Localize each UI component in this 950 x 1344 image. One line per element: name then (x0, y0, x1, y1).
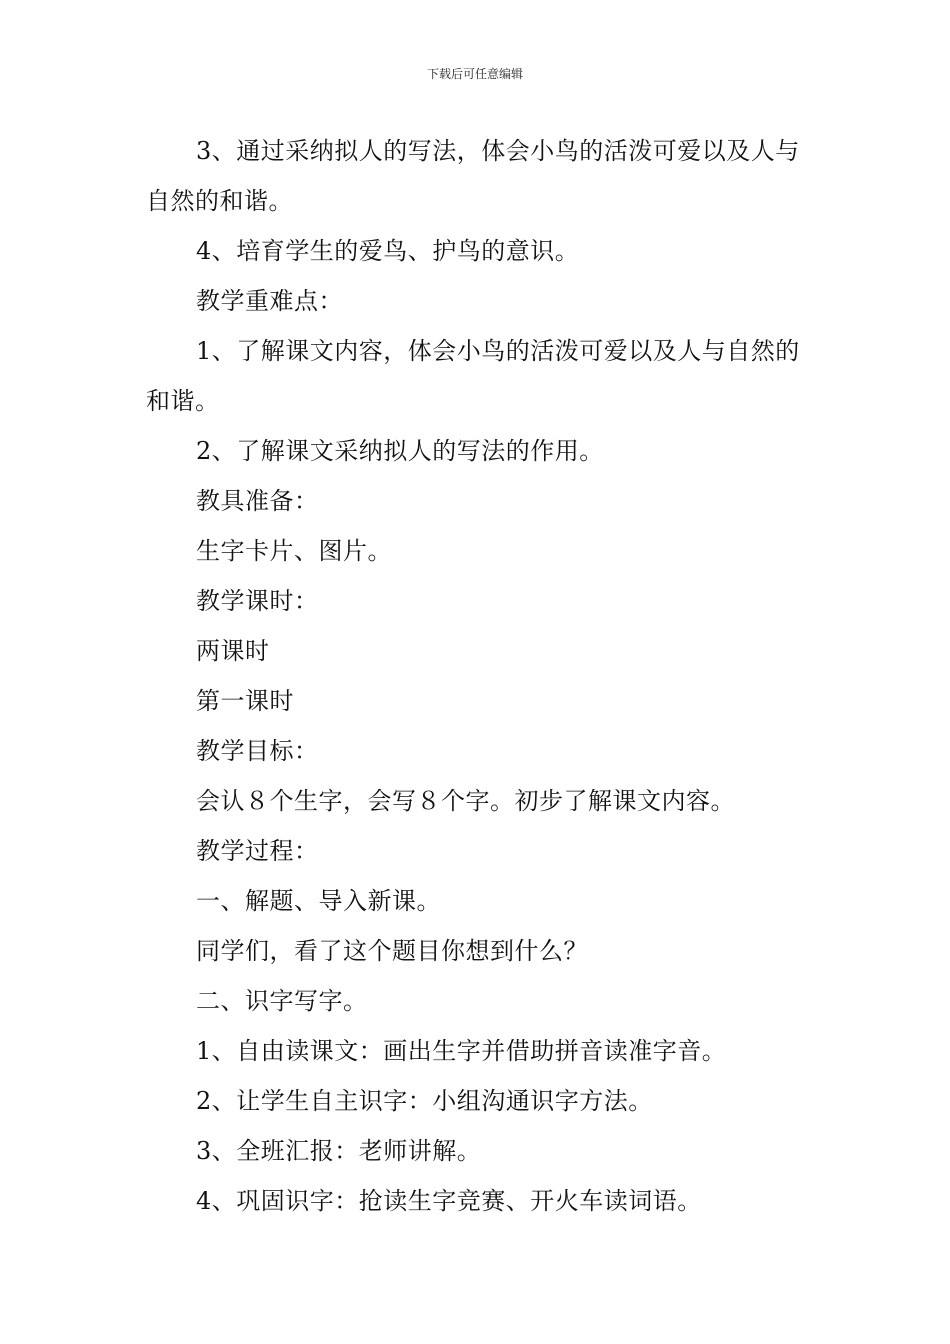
paragraph-teaching-aids: 生字卡片、图片。 (196, 537, 392, 565)
section-intro: 一、解题、导入新课。 (196, 887, 441, 915)
paragraph-literacy-3: 3、全班汇报：老师讲解。 (196, 1137, 482, 1165)
paragraph-literacy-1: 1、自由读课文：画出生字并借助拼音读准字音。 (196, 1037, 727, 1065)
heading-teaching-aids: 教具准备： (196, 487, 319, 515)
paragraph-literacy-4: 4、巩固识字：抢读生字竞赛、开火车读词语。 (196, 1187, 702, 1215)
paragraph-teaching-objectives: 会认８个生字，会写８个字。初步了解课文内容。 (196, 787, 735, 815)
paragraph-key-point-2: 2、了解课文采纳拟人的写法的作用。 (196, 437, 604, 465)
document-body (146, 126, 808, 1226)
page-header: 下载后可任意编辑 (426, 67, 523, 81)
heading-key-points: 教学重难点： (196, 287, 343, 315)
section-literacy: 二、识字写字。 (196, 987, 368, 1015)
paragraph-intro-question: 同学们，看了这个题目你想到什么？ (196, 937, 588, 965)
paragraph-goal-4: 4、培育学生的爱鸟、护鸟的意识。 (196, 237, 580, 265)
paragraph-goal-3: 3、通过采纳拟人的写法，体会小鸟的活泼可爱以及人与自然的和谐。 (146, 137, 800, 215)
paragraph-class-hours: 两课时 (196, 637, 270, 665)
heading-class-hours: 教学课时： (196, 587, 319, 615)
heading-teaching-process: 教学过程： (196, 837, 319, 865)
heading-teaching-objectives: 教学目标： (196, 737, 319, 765)
paragraph-literacy-2: 2、让学生自主识字：小组沟通识字方法。 (196, 1087, 653, 1115)
heading-first-lesson: 第一课时 (196, 687, 294, 715)
paragraph-key-point-1: 1、了解课文内容，体会小鸟的活泼可爱以及人与自然的和谐。 (146, 337, 800, 415)
